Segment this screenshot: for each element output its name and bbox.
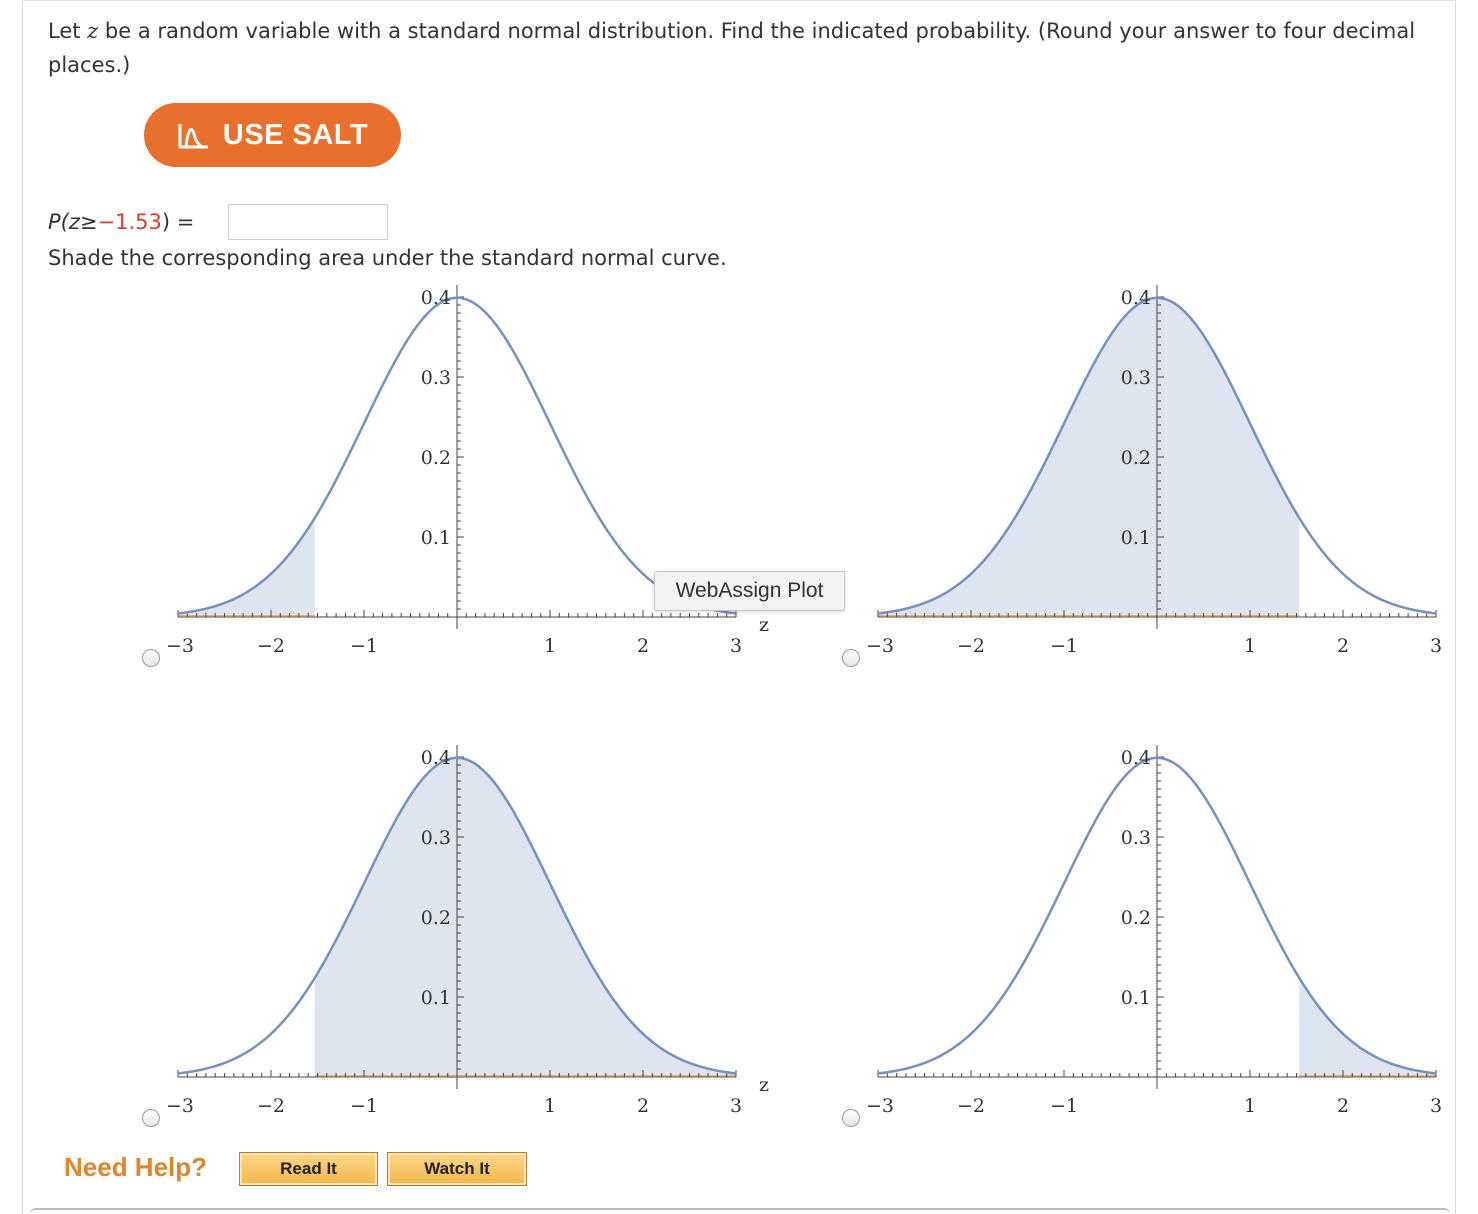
instruction-text: Shade the corresponding area under the standard normal curve. [48, 246, 727, 270]
shaded-area [315, 758, 736, 1077]
x-axis-label: z [758, 1074, 770, 1096]
bottom-divider [30, 1208, 1450, 1214]
y-tick-label: 0.4 [420, 747, 451, 769]
x-tick-label: −3 [165, 1095, 195, 1117]
x-tick-label: −1 [1049, 635, 1079, 657]
y-tick-label: 0.4 [1120, 747, 1151, 769]
x-tick-label: −3 [165, 635, 195, 657]
option-radio-1[interactable] [142, 649, 160, 667]
x-tick-label: 2 [636, 1095, 650, 1117]
plot-svg [865, 287, 1476, 657]
use-salt-button[interactable] [144, 103, 401, 167]
need-help-label: Need Help? [64, 1152, 208, 1182]
x-axis-label: z [758, 614, 770, 636]
x-tick-label: 3 [1429, 635, 1443, 657]
y-tick-label: 0.2 [1120, 907, 1151, 929]
question-text: Let z be a random variable with a standard normal distribution. Find the indicated probability. (Round your answer to four decimal places.) [48, 19, 1416, 77]
x-tick-label: 1 [1243, 1095, 1257, 1117]
normal-curve-plot-2[interactable] [865, 287, 1476, 659]
y-tick-label: 0.1 [1120, 527, 1151, 549]
plot-svg [865, 747, 1476, 1117]
x-tick-label: −3 [865, 635, 895, 657]
webassign-plot-tooltip: WebAssign Plot [654, 571, 845, 611]
shaded-area [1299, 978, 1436, 1077]
y-tick-label: 0.1 [420, 987, 451, 1009]
prob-value: −1.53 [97, 210, 162, 234]
prob-prefix: P( [48, 210, 69, 234]
x-tick-label: −2 [256, 635, 286, 657]
x-tick-label: −2 [956, 635, 986, 657]
watch-it-button[interactable]: Watch It [387, 1152, 527, 1186]
x-tick-label: 3 [1429, 1095, 1443, 1117]
x-tick-label: 3 [729, 1095, 743, 1117]
y-tick-label: 0.4 [1120, 287, 1151, 309]
read-it-button[interactable]: Read It [239, 1152, 378, 1186]
x-tick-label: −1 [349, 1095, 379, 1117]
y-tick-label: 0.3 [420, 827, 451, 849]
x-tick-label: −2 [956, 1095, 986, 1117]
salt-chart-icon [177, 120, 211, 150]
option-radio-3[interactable] [142, 1109, 160, 1127]
option-radio-4[interactable] [842, 1109, 860, 1127]
prob-relation: ≥ [79, 210, 98, 234]
y-tick-label: 0.1 [1120, 987, 1151, 1009]
x-tick-label: 1 [1243, 635, 1257, 657]
answer-input[interactable] [228, 204, 388, 240]
y-tick-label: 0.3 [1120, 367, 1151, 389]
x-tick-label: 2 [1336, 635, 1350, 657]
prob-suffix: ) = [161, 210, 195, 234]
shaded-area [178, 518, 315, 617]
x-tick-label: 1 [543, 1095, 557, 1117]
x-tick-label: 2 [636, 635, 650, 657]
use-salt-label: USE SALT [222, 118, 369, 151]
y-tick-label: 0.3 [1120, 827, 1151, 849]
x-tick-label: 1 [543, 635, 557, 657]
normal-curve-plot-4[interactable] [865, 747, 1476, 1119]
y-tick-label: 0.2 [1120, 447, 1151, 469]
probability-expression [48, 204, 194, 240]
x-tick-label: −1 [1049, 1095, 1079, 1117]
prob-var: z [68, 210, 80, 234]
y-tick-label: 0.2 [420, 447, 451, 469]
y-tick-label: 0.3 [420, 367, 451, 389]
x-tick-label: 2 [1336, 1095, 1350, 1117]
y-tick-label: 0.4 [420, 287, 451, 309]
y-tick-label: 0.1 [420, 527, 451, 549]
top-divider [22, 0, 1456, 1]
x-tick-label: −3 [865, 1095, 895, 1117]
option-radio-2[interactable] [842, 649, 860, 667]
x-tick-label: −2 [256, 1095, 286, 1117]
normal-curve-plot-3[interactable] [165, 747, 776, 1119]
shaded-area [878, 298, 1299, 617]
y-tick-label: 0.2 [420, 907, 451, 929]
x-tick-label: 3 [729, 635, 743, 657]
x-tick-label: −1 [349, 635, 379, 657]
plot-svg [165, 747, 776, 1117]
